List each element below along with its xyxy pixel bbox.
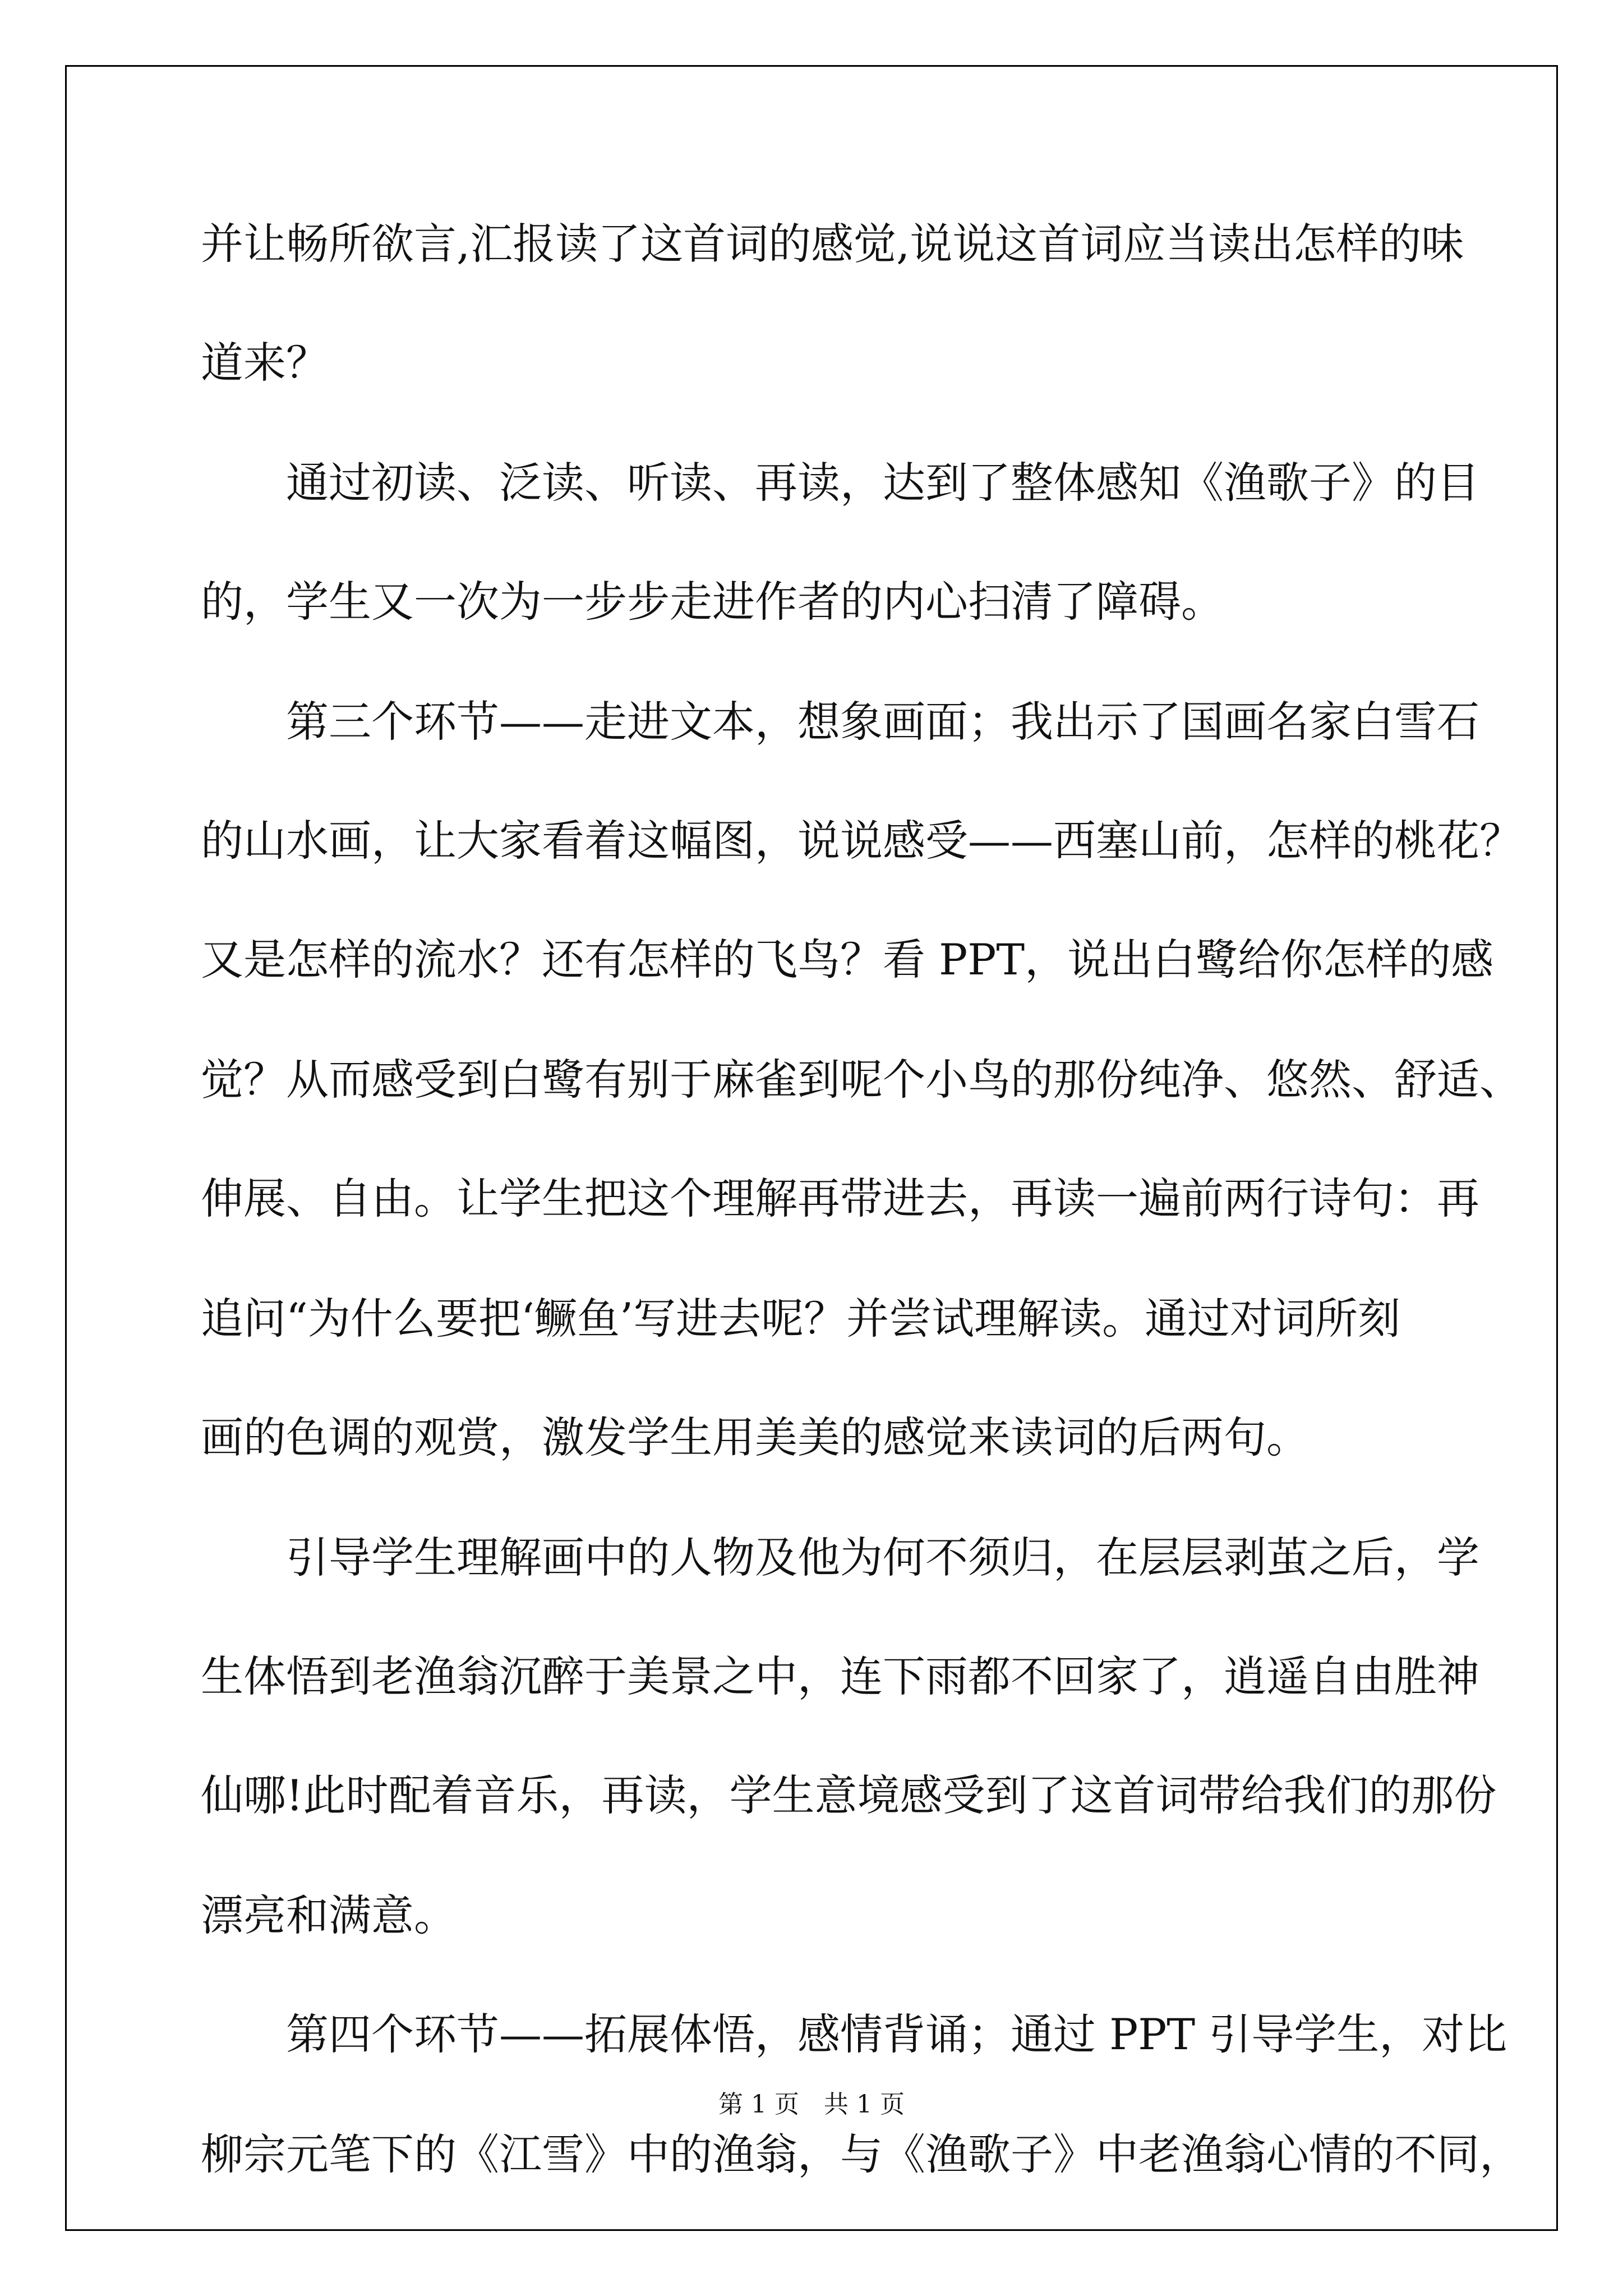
text-line: 又是怎样的流水？还有怎样的飞鸟？看 PPT，说出白鹭给你怎样的感 (201, 935, 1494, 984)
text-line: 的山水画，让大家看着这幅图，说说感受——西塞山前，怎样的桃花？ (201, 816, 1522, 866)
text-line: 画的色调的观赏，激发学生用美美的感觉来读词的后两句。 (201, 1412, 1309, 1462)
text-line: 仙哪!此时配着音乐，再读，学生意境感受到了这首词带给我们的那份 (201, 1770, 1497, 1820)
text-line: 柳宗元笔下的《江雪》中的渔翁，与《渔歌子》中老渔翁心情的不同， (201, 2129, 1522, 2179)
text-line: 引导学生理解画中的人物及他为何不须归，在层层剥茧之后，学 (286, 1533, 1479, 1582)
text-line: 漂亮和满意。 (201, 1890, 457, 1940)
text-line: 道来？ (201, 338, 329, 388)
text-line: 通过初读、泛读、听读、再读，达到了整体感知《渔歌子》的目 (286, 458, 1479, 508)
text-line: 第三个环节——走进文本，想象画面；我出示了国画名家白雪石 (286, 697, 1479, 747)
text-line: 第四个环节——拓展体悟，感情背诵；通过 PPT 引导学生，对比 (286, 2009, 1507, 2059)
page-number-footer: 第 1 页 共 1 页 (718, 2090, 905, 2119)
text-line: 并让畅所欲言,汇报读了这首词的感觉,说说这首词应当读出怎样的味 (201, 219, 1464, 269)
text-line: 伸展、自由。让学生把这个理解再带进去，再读一遍前两行诗句：再 (201, 1174, 1479, 1223)
text-line: 生体悟到老渔翁沉醉于美景之中，连下雨都不回家了，逍遥自由胜神 (201, 1651, 1479, 1701)
text-line: 的，学生又一次为一步步走进作者的内心扫清了障碍。 (201, 577, 1224, 627)
text-line: 觉？从而感受到白鹭有别于麻雀到呢个小鸟的那份纯净、悠然、舒适、 (201, 1055, 1522, 1105)
text-line: 追问“为什么要把‘鳜鱼’写进去呢？并尝试理解读。通过对词所刻 (201, 1294, 1401, 1343)
